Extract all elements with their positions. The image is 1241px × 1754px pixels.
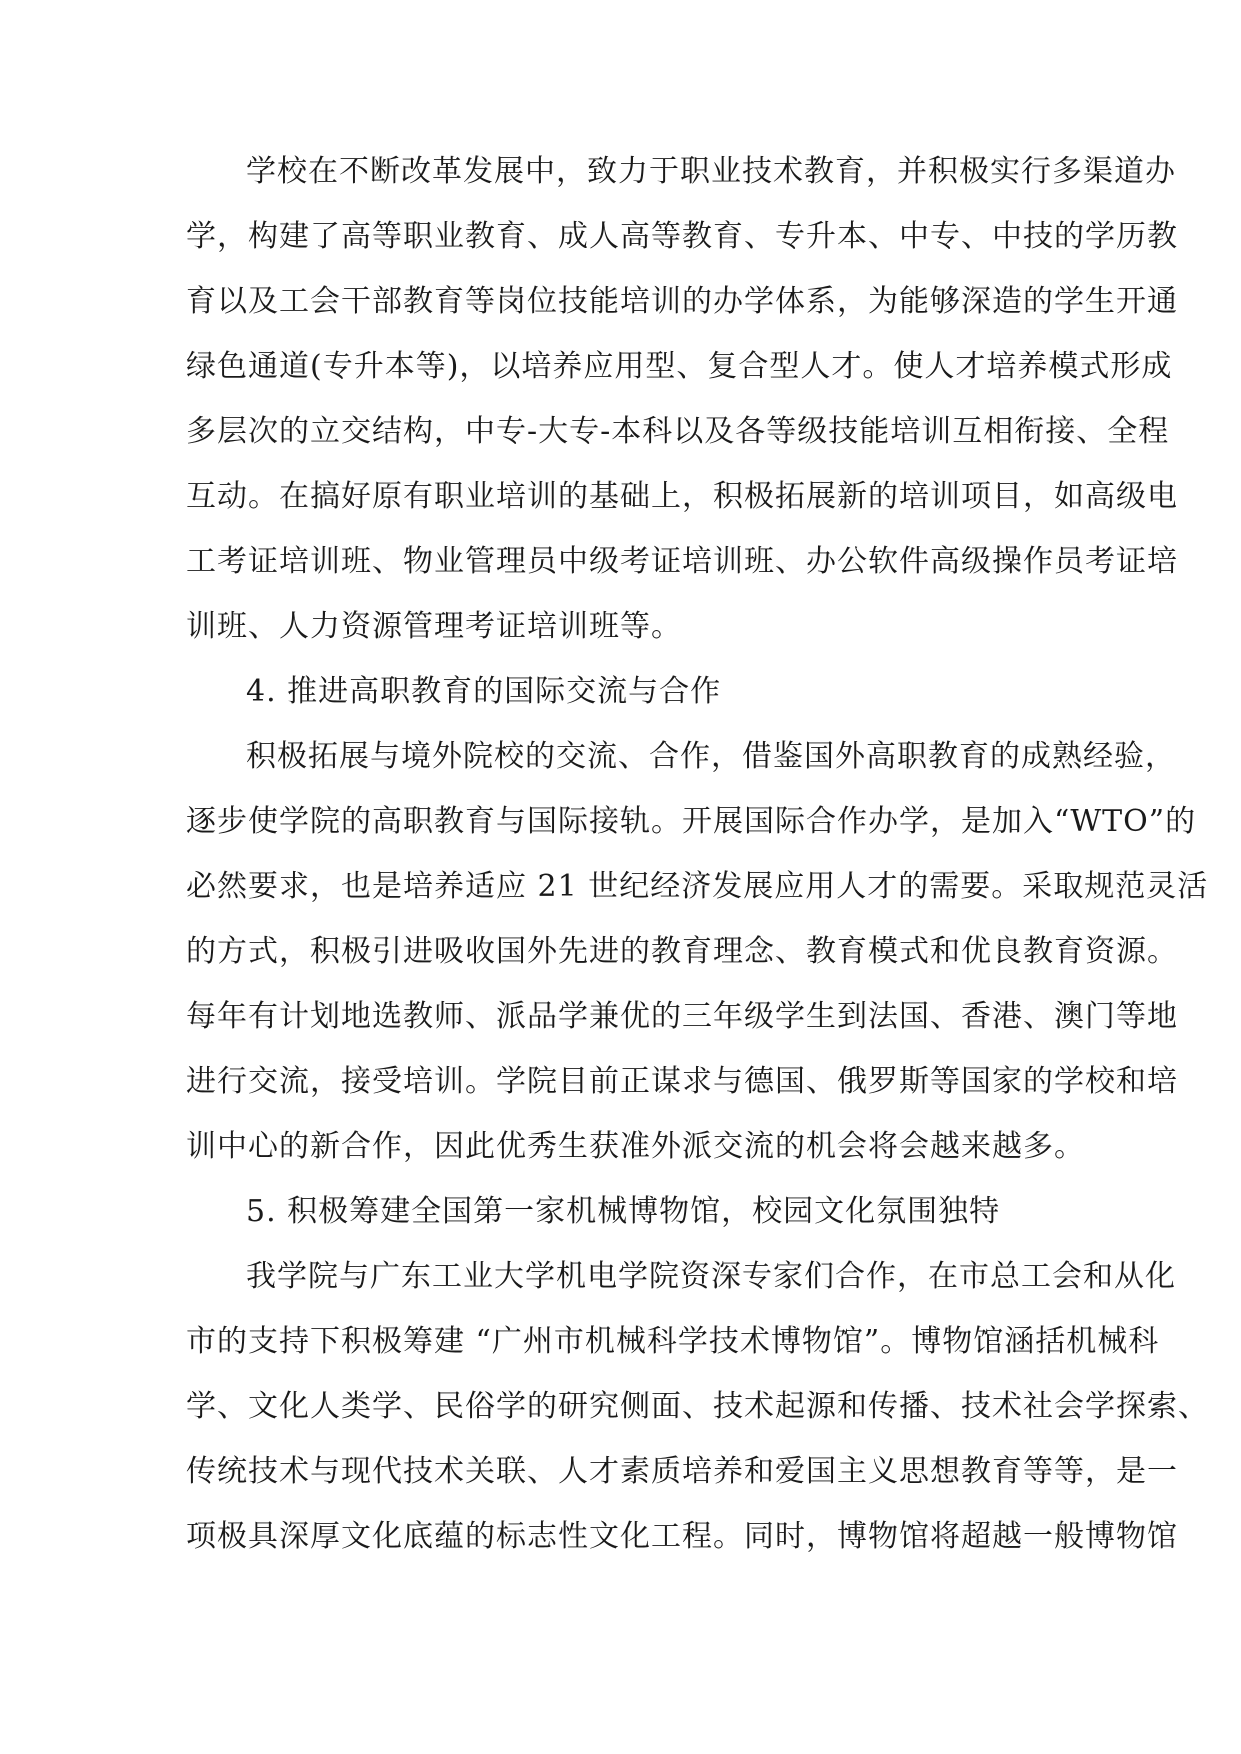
- paragraph-1-line-6: 互动。在搞好原有职业培训的基础上，积极拓展新的培训项目，如高级电: [186, 479, 1178, 514]
- paragraph-2-line-5: 每年有计划地选教师、派品学兼优的三年级学生到法国、香港、澳门等地: [186, 999, 1178, 1034]
- paragraph-3-line-2: 市的支持下积极筹建 “广州市机械科学技术博物馆”。博物馆涵括机械科: [186, 1324, 1160, 1359]
- paragraph-2-line-6: 进行交流，接受培训。学院目前正谋求与德国、俄罗斯等国家的学校和培: [186, 1064, 1178, 1099]
- paragraph-3-line-4: 传统技术与现代技术关联、人才素质培养和爱国主义思想教育等等，是一: [186, 1454, 1178, 1489]
- paragraph-2-line-7: 训中心的新合作，因此优秀生获准外派交流的机会将会越来越多。: [186, 1129, 1085, 1164]
- paragraph-1-line-7: 工考证培训班、物业管理员中级考证培训班、办公软件高级操作员考证培: [186, 544, 1178, 579]
- paragraph-2-line-1: 积极拓展与境外院校的交流、合作，借鉴国外高职教育的成熟经验，: [246, 739, 1176, 774]
- section-heading-5: 5. 积极筹建全国第一家机械博物馆，校园文化氛围独特: [246, 1194, 1001, 1229]
- paragraph-1-line-4: 绿色通道(专升本等)，以培养应用型、复合型人才。使人才培养模式形成: [186, 349, 1173, 384]
- paragraph-2-line-2: 逐步使学院的高职教育与国际接轨。开展国际合作办学，是加入“WTO”的: [186, 804, 1197, 839]
- paragraph-1-line-1: 学校在不断改革发展中，致力于职业技术教育，并积极实行多渠道办: [246, 154, 1176, 189]
- paragraph-1-line-3: 育以及工会干部教育等岗位技能培训的办学体系，为能够深造的学生开通: [186, 284, 1178, 319]
- paragraph-2-line-3: 必然要求，也是培养适应 21 世纪经济发展应用人才的需要。采取规范灵活: [186, 869, 1209, 904]
- paragraph-1-line-8: 训班、人力资源管理考证培训班等。: [186, 609, 682, 644]
- paragraph-3-line-3: 学、文化人类学、民俗学的研究侧面、技术起源和传播、技术社会学探索、: [186, 1389, 1209, 1424]
- paragraph-1-line-2: 学，构建了高等职业教育、成人高等教育、专升本、中专、中技的学历教: [186, 219, 1178, 254]
- paragraph-3-line-5: 项极具深厚文化底蕴的标志性文化工程。同时，博物馆将超越一般博物馆: [186, 1519, 1178, 1554]
- paragraph-2-line-4: 的方式，积极引进吸收国外先进的教育理念、教育模式和优良教育资源。: [186, 934, 1178, 969]
- section-heading-4: 4. 推进高职教育的国际交流与合作: [246, 674, 722, 709]
- paragraph-3-line-1: 我学院与广东工业大学机电学院资深专家们合作，在市总工会和从化: [246, 1259, 1176, 1294]
- paragraph-1-line-5: 多层次的立交结构，中专-大专-本科以及各等级技能培训互相衔接、全程: [186, 414, 1170, 449]
